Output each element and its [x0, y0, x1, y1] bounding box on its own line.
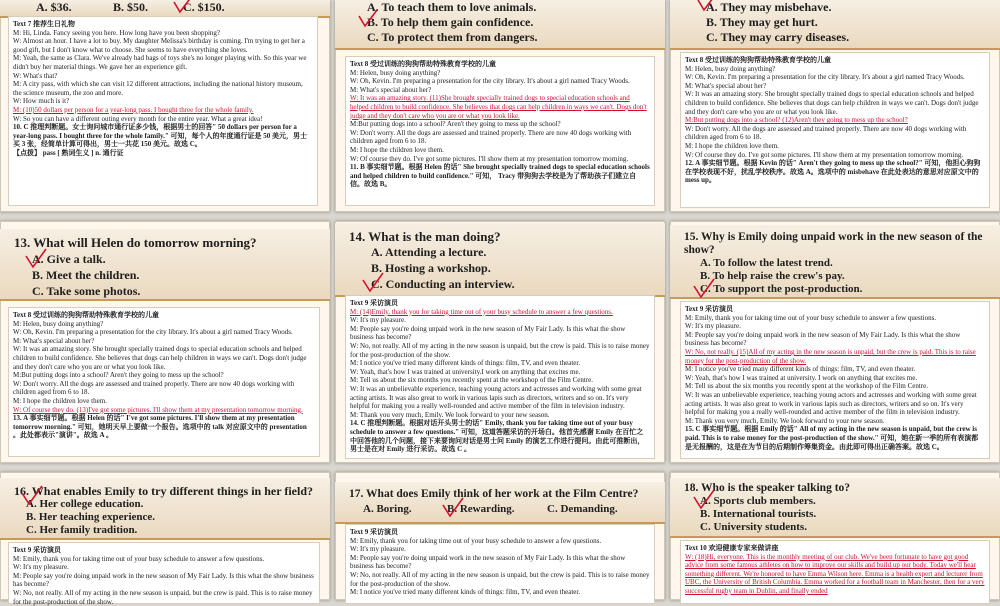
transcript-line: W: It was an unbelievable experience, teaching young actors and actresses and working with some great acting artists. It was also great to work in various lapis such as directors, writers and so on. It's very helpful for making you a really well-rounded and active member of the film in television industry.: [685, 390, 977, 417]
transcript-line: M: People say you're doing unpaid work in the new season of My Fair Lady. Is this what the show business has become?: [685, 330, 961, 348]
option-c[interactable]: C. They may carry diseases.: [706, 30, 850, 44]
transcript-line: W: It's my pleasure.: [350, 545, 406, 554]
option-b[interactable]: B. They may get hurt.: [706, 15, 818, 29]
option-c[interactable]: C. Demanding.: [547, 503, 618, 515]
transcript-line: W: Oh, Kevin. I'm preparing a presentation for the city library. It's about a girl named Tracy Woods.: [350, 77, 630, 86]
checkmark-icon: [20, 486, 44, 506]
transcript-line: W: It was an amazing story. She brought specially trained dogs to special education schools and helped children to build confidence. She believes that dogs can help children in ways we can't. Dogs don't judge and they don't care who you are or what you look like.: [685, 90, 979, 116]
option-b[interactable]: B. $50.: [113, 0, 149, 14]
answer-explanation: 10. C 推理判断题。女士询问城市通行证多少钱，根据男士的回答" 50 dollars per person for a year-long pass. I bought three for the whole family." 可知，每个人的年度通行证是 50 美元，男士买 3 张，经简单计算可得出，男士一共花 150 美元。故选 C。: [13, 123, 308, 149]
answer-explanation: 15. C 事实细节题。根据 Emily 的话" All of my acting in the new season is unpaid, but the crew is paid. This is to raise money for the post-production of the show." 可知，她在新一季的所有表演都是无报酬的，这是在为节目的后期制作筹集资金。由此即可得出正确答案。故选 C。: [685, 425, 979, 451]
question-title: 13. What will Helen do tomorrow morning?: [14, 235, 257, 250]
slide-panel-8[interactable]: [335, 472, 665, 600]
option-a[interactable]: A. Sports club members.: [700, 495, 816, 507]
transcript-line: M: Tell us about the six months you recently spent at the workshop of the Film Centre.: [685, 382, 928, 391]
slide-panel-1[interactable]: [0, 0, 330, 212]
transcript-line: M: Helen, busy doing anything?: [685, 64, 776, 73]
transcript-box: [345, 524, 655, 604]
transcript-line: W: It's my pleasure.: [350, 316, 406, 325]
transcript-box: [8, 16, 318, 206]
checkmark-icon: [692, 490, 716, 510]
tip-note: 【点拨】 pass [ 熟词生义 ] n. 通行证: [13, 148, 124, 157]
question-title: 18. Who is the speaker talking to?: [684, 482, 851, 494]
option-c[interactable]: C. Her family tradition.: [26, 524, 138, 536]
slide-panel-9[interactable]: [670, 472, 1000, 600]
transcript-line: W: It was an unbelievable experience, teaching young actors and actresses and working with some great acting artists. It was also great to work in various lapis such as directors, writers and so on. It's very helpful for making you a really well-rounded and active member of the film in television industry.: [350, 384, 642, 411]
transcript-line: W: Oh, Kevin. I'm preparing a presentation for the city library. It's about a girl named Tracy Woods.: [13, 328, 293, 337]
transcript-line: W: Of course they do. I've got some pictures. I'll show them at my presentation tomorrow morning.: [350, 154, 629, 163]
transcript-line: W: So you can have a different outing every month for the entire year. What a great idea!: [13, 114, 263, 123]
slide-panel-3[interactable]: [670, 0, 1000, 212]
option-a[interactable]: A. They may misbehave.: [706, 0, 832, 14]
option-a[interactable]: A. Boring.: [363, 503, 412, 515]
transcript-heading: Text 8 受过训练的狗狗帮助特殊教育学校的儿童: [13, 311, 159, 319]
option-b[interactable]: B. Her teaching experience.: [26, 511, 156, 523]
slide-panel-2[interactable]: [335, 0, 665, 212]
transcript-line: W: No, not really. All of my acting in the new season is unpaid, but the crew is paid. This is to raise money for the post-production of the show.: [13, 588, 313, 606]
transcript-line: W: Yeah, that's how I was trained at university.I work on anything that excites me.: [350, 367, 581, 376]
transcript-line: M: What's special about her?: [685, 81, 767, 90]
transcript-line: M: A city pass, with which she can visit 12 different attractions, including the national history museum, the science museum, the zoo and more.: [13, 80, 303, 97]
option-c[interactable]: C. To support the post-production.: [700, 283, 863, 295]
answer-explanation: 11. B 事实细节题。根据 Helen 的话" She brought specially trained dogs to special education schools and helped children to build confidence." 可知， Tracy 带狗狗去学校是为了帮助孩子们建立自信。故选 B。: [350, 163, 650, 189]
transcript-line: M:But putting dogs into a school? Aren't they going to mess up the school?: [13, 371, 224, 380]
transcript-line: M: I hope the children love them.: [350, 145, 444, 154]
transcript-line: W: Don't worry. All the dogs are assessed and trained properly. There are now 40 dogs working with children aged from 6 to 18.: [350, 128, 632, 146]
transcript-line: M: Emily, thank you for taking time out of your busy schedule to answer a few questions.: [13, 554, 265, 563]
transcript-heading: Text 9 采访演员: [350, 528, 398, 536]
slide-panel-6[interactable]: [670, 221, 1000, 463]
transcript-box: [345, 295, 655, 459]
key-sentence: W: Of course they do. (13)I've got some pictures. I'll show them at my presentation tomorrow morning.: [13, 405, 303, 414]
transcript-heading: Text 9 采访演员: [685, 305, 733, 313]
slide-panel-5[interactable]: [335, 221, 665, 463]
option-c[interactable]: C. University students.: [700, 521, 807, 533]
checkmark-icon: [172, 0, 194, 14]
transcript-heading: Text 10 欢迎健康专家来做讲座: [685, 544, 779, 552]
option-c[interactable]: C. Conducting an interview.: [371, 277, 515, 291]
transcript-line: M: Emily, thank you for taking time out of your busy schedule to answer a few questions.: [350, 536, 602, 545]
transcript-line: M: I hope the children love them.: [13, 396, 107, 405]
slide-panel-7[interactable]: [0, 472, 330, 606]
option-a[interactable]: A. $36.: [36, 0, 72, 14]
transcript-heading: Text 8 受过训练的狗狗帮助特殊教育学校的儿童: [685, 56, 831, 64]
option-a[interactable]: A. Attending a lecture.: [371, 245, 487, 259]
transcript-line: M: Helen, busy doing anything?: [13, 319, 104, 328]
transcript-line: M: People say you're doing unpaid work in the new season of My Fair Lady. Is this what the show business has become?: [350, 553, 626, 571]
checkmark-icon: [357, 10, 379, 28]
transcript-box: [8, 307, 320, 457]
answer-explanation: 13. A 事实细节题。根据 Helen 的话" I've got some pictures. I'll show them at my presentation tomorrow morning." 可知，她明天早上要做一个报告。选项中的 talk 对应原文中的 presentation 。此处都表示"演讲"。故选 A 。: [13, 414, 307, 440]
transcript-line: M: Hi, Linda. Fancy seeing you here. How long have you been shopping?: [13, 28, 221, 37]
transcript-line: M:But putting dogs into a school? Aren't they going to mess up the school?: [350, 120, 561, 129]
transcript-box: [680, 301, 990, 459]
transcript-line: M: Thank you very much, Emily. We look forward to your new season.: [350, 410, 550, 419]
transcript-box: [680, 52, 990, 208]
option-b[interactable]: B. International tourists.: [700, 508, 817, 520]
transcript-line: W: Don't worry. All the dogs are assessed and trained properly. There are now 40 dogs working with children aged from 6 to 18.: [13, 379, 295, 397]
transcript-line: M: What's special about her?: [350, 85, 432, 94]
question-title: 16. What enables Emily to try different things in her field?: [14, 484, 314, 498]
option-b[interactable]: B. Meet the children.: [32, 268, 140, 282]
transcript-heading: Text 8 受过训练的狗狗帮助特殊教育学校的儿童: [350, 60, 496, 68]
option-a[interactable]: A. To follow the latest trend.: [700, 257, 833, 269]
transcript-box: [680, 540, 990, 604]
key-sentence: W: (18)Hi, everyone. This is the monthly meeting of our club. We've been fortunate to have got good advice from some famous athletes on how to improve our skills and build up our body. Today we'll hear something different. We're honored to have Emma Wilson here. Emma is a health expert and lecturer from UBC, the University of British Columbia. Emma worked for a football team in Manchester, then for a very successful rugby team in Dublin, and finally ended: [685, 552, 985, 595]
transcript-line: M: People say you're doing unpaid work in the new season of My Fair Lady. Is this what the show business has become?: [13, 571, 314, 589]
option-c[interactable]: C. Take some photos.: [32, 284, 141, 298]
transcript-heading: Text 7 推荐生日礼物: [13, 20, 75, 28]
key-sentence: M:But putting dogs into a school? (12)Aren't they going to mess up the school?: [685, 116, 908, 125]
transcript-box: [8, 542, 320, 604]
option-a[interactable]: A. To teach them to love animals.: [367, 0, 537, 14]
checkmark-icon: [696, 0, 718, 12]
transcript-line: W: Don't worry. All the dogs are assessed and trained properly. There are now 40 dogs working with children aged from 6 to 18.: [685, 124, 967, 142]
answer-explanation: 14. C 推理判断题。根据对话开头男士的话" Emily, thank you for taking time out of your busy schedule to answer a few questions." 可知，这道答题采访的开场白。他首先感谢 Emily 在百忙之中回答他的几个问题，接下来要询问对话是男士问 Emily 的演艺工作进行提问。由此可推断出，男士是在对 Emily 进行采访。故选 C 。: [350, 419, 645, 454]
transcript-line: M: What's special about her?: [13, 336, 95, 345]
slide-panel-4[interactable]: [0, 221, 330, 463]
question-title: 15. Why is Emily doing unpaid work in the new season of the show?: [684, 231, 983, 256]
transcript-line: W: It's my pleasure.: [13, 563, 69, 572]
transcript-heading: Text 9 采访演员: [13, 546, 61, 554]
transcript-line: W: It was an amazing story. She brought specially trained dogs to special education schools and helped children to build confidence. She believes that dogs can help children in ways we can't. Dogs don't judge and they don't care who you are or what you look like.: [13, 345, 307, 371]
transcript-line: M: I notice you've tried many different kinds of things: film, TV, and even theater.: [350, 359, 581, 368]
question-title: 17. What does Emily think of her work at the Film Centre?: [349, 488, 639, 500]
option-c[interactable]: C. To protect them from dangers.: [367, 30, 538, 44]
answer-explanation: 12. A 事实细节题。根据 Kevin 的话" Aren't they going to mess up the school?" 可知，他担心狗狗在学校表现不好，扰乱学校秩序。故选 A。选项中的 misbehave 在此处表达的意思对应原文中的 mess up。: [685, 159, 981, 185]
option-c[interactable]: C. $150.: [183, 0, 225, 14]
option-a[interactable]: A. Give a talk.: [32, 252, 106, 266]
key-sentence: W: No, not really. (15)All of my acting in the new season is unpaid, but the crew is paid. This is to raise money for the post-production of the show.: [685, 347, 976, 365]
option-b[interactable]: B. Hosting a workshop.: [371, 261, 491, 275]
transcript-line: W: What's that?: [13, 71, 58, 80]
option-b[interactable]: B. To help them gain confidence.: [367, 15, 534, 29]
key-sentence: M: (10)50 dollars per person for a year-long pass. I bought three for the whole family.: [13, 105, 254, 114]
option-b[interactable]: B. To help raise the crew's pay.: [700, 270, 845, 282]
option-b[interactable]: B. Rewarding.: [447, 503, 515, 515]
option-a[interactable]: A. Her college education.: [26, 498, 144, 510]
key-sentence: M: (14)Emily, thank you for taking time out of your busy schedule to answer a few questions.: [350, 307, 613, 316]
transcript-line: W: Yeah, that's how I was trained at university. I work on anything that excites me.: [685, 373, 918, 382]
question-title: 14. What is the man doing?: [349, 229, 501, 244]
transcript-line: W: How much is it?: [13, 97, 70, 106]
transcript-line: M: I hope the children love them.: [685, 141, 779, 150]
checkmark-icon: [692, 279, 716, 299]
checkmark-icon: [441, 498, 465, 518]
transcript-line: M: Yeah, the same as Clara. We've already had bags of toys she's no longer playing with. So this year we didn't buy her material things. We gave her an experience gift.: [13, 54, 307, 71]
transcript-line: M: Helen, busy doing anything?: [350, 68, 441, 77]
transcript-box: [345, 56, 655, 206]
transcript-line: W: Almost an hour. I have a lot to buy. My daughter Melissa's birthday is coming. I'm trying to get her a good gift, but I don't know what to choose. She seems to have everything she loves.: [13, 37, 305, 54]
transcript-line: W: Oh, Kevin. I'm preparing a presentation for the city library. It's about a girl named Tracy Woods.: [685, 73, 965, 82]
transcript-line: W: Of course they do. I've got some pictures. I'll show them at my presentation tomorrow morning.: [685, 150, 964, 159]
transcript-heading: Text 9 采访演员: [350, 299, 398, 307]
checkmark-icon: [361, 273, 385, 293]
key-sentence: W: It was an amazing story. (11)She brought specially trained dogs to special education schools and helped children to build confidence. She believes that dogs can help children in ways we can't. Dogs don't judge and they don't care who you are or what you look like.: [350, 94, 647, 120]
transcript-line: M: Emily, thank you for taking time out of your busy schedule to answer a few questions.: [685, 313, 937, 322]
transcript-line: M: Tell us about the six months you recently spent at the workshop of the Film Centre.: [350, 376, 593, 385]
transcript-line: M: Thank you very much, Emily. We look forward to your new season.: [685, 416, 885, 425]
transcript-line: M: I notice you've tried many different kinds of things: film, TV, and even theater.: [350, 588, 581, 597]
transcript-line: M: People say you're doing unpaid work in the new season of My Fair Lady. Is this what the show business has become?: [350, 324, 626, 342]
transcript-line: W: It's my pleasure.: [685, 322, 741, 331]
transcript-line: W: No, not really. All of my acting in the new season is unpaid, but the crew is paid. This is to raise money for the post-production of the show.: [350, 341, 650, 359]
checkmark-icon: [24, 249, 48, 269]
transcript-line: W: No, not really. All of my acting in the new season is unpaid, but the crew is paid. This is to raise money for the post-production of the show.: [350, 570, 650, 588]
transcript-line: M: I notice you've tried many different kinds of things: film, TV, and even theater.: [685, 365, 916, 374]
